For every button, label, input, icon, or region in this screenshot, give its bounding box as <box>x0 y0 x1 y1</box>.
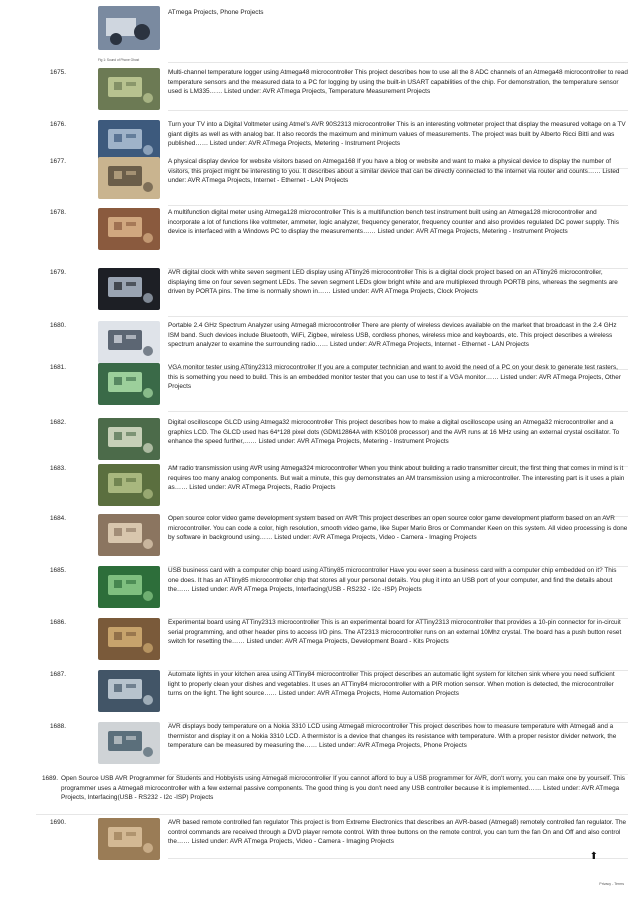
project-thumbnail[interactable] <box>98 464 160 506</box>
list-item <box>36 321 628 361</box>
entry-text[interactable]: AM radio transmission using AVR using Atmega324 microcontroller When you think about building a radio transmitter circuit, the first thing that comes in mind is it requires too many analog components. But wait a minute, this guy demonstrates an AM transmission using a microcontroller. The interesting part is it uses a plain as…… Listed under: AVR ATmega Projects, Radio Projects <box>168 465 625 492</box>
entry-text[interactable]: Open source color video game development system based on AVR This project describes an open source color game development platform based on an AVR microcontroller. You can code a color, high resolution, smooth video game, like Super Mario Bros or Commander Keen on this system. All video processing is done by software in background using…… Listed under: AVR ATmega Projects, Video - Camera - Imaging Projects <box>168 515 628 542</box>
project-thumbnail[interactable] <box>98 618 160 660</box>
project-thumbnail[interactable] <box>98 722 160 764</box>
project-thumbnail[interactable] <box>98 68 160 110</box>
entry-number: 1689. <box>42 775 58 782</box>
list-item <box>36 514 628 558</box>
list-item <box>36 818 628 850</box>
project-thumbnail[interactable] <box>98 208 160 250</box>
divider <box>36 814 628 815</box>
project-thumbnail[interactable] <box>98 670 160 712</box>
project-thumbnail[interactable] <box>98 157 160 199</box>
entry-number: 1690. <box>50 819 66 826</box>
list-item <box>36 268 628 308</box>
entry-number: 1675. <box>50 69 66 76</box>
entry-number: 1684. <box>50 515 66 522</box>
entry-text[interactable]: AVR displays body temperature on a Nokia 3310 LCD using Atmega8 microcontroller This project describes how to measure temperature with Atmega8 and a thermistor and display it on a Nokia 3310 LCD. A thermistor is a device that changes its resistance with temperature. With a proper resistor divider network, the temperature can be measured by measuring the…… Listed under: AVR ATmega Projects, Phone Projects <box>168 723 617 750</box>
project-thumbnail[interactable] <box>98 418 160 460</box>
entry-number: 1688. <box>50 723 66 730</box>
entry-number: 1687. <box>50 671 66 678</box>
list-item <box>36 68 628 102</box>
list-item <box>36 120 628 160</box>
divider <box>168 316 628 317</box>
divider <box>168 110 628 111</box>
entry-number: 1683. <box>50 465 66 472</box>
list-item <box>36 418 628 458</box>
project-thumbnail[interactable] <box>98 120 160 162</box>
image-caption: Fig 1: Sound of Phone Ghost <box>98 58 140 62</box>
footer-links[interactable]: Privacy - Terms <box>599 882 624 886</box>
entry-text[interactable]: USB business card with a computer chip board using ATtiny85 microcontroller Have you ever seen a business card with a computer chip embedded on it? This one does. It has an ATtiny85 microcontroller chip that stores all your personal details. You plug it into an USB port of your computer, and find the details about the…… Listed under: AVR ATmega Projects, Interfacing(USB - RS232 - I2c -ISP) Projects <box>168 567 617 594</box>
entry-text[interactable]: A multifunction digital meter using Atmega128 microcontroller This is a multifunction bench test instrument built using an Atmega128 microcontroller and incorporate a lot of functions like voltmeter, ammeter, logic analyzer, frequency generator, frequency counter and also provides regulated DC power supply. This device is interfaced with a Windows PC to display the measurements…… Listed under: AVR ATmega Projects, Metering - Instrument Projects <box>168 209 619 236</box>
entry-text[interactable]: VGA monitor tester using ATtiny2313 microcontroller If you are a computer technician and want to avoid the need of a PC on your desk to generate test rasters, this is something you need to build. This is an embedded monitor tester that you can use to test if a VGA monitor…… Listed under: AVR ATmega Projects, Other Projects <box>168 364 621 391</box>
list-item-top <box>36 6 628 62</box>
entry-text[interactable]: Experimental board using ATTiny2313 microcontroller This is an experimental board for ATTiny2313 microcontroller that provides a 10-pin connector for in-circuit serial programming, and other header pins to access I/O pins. The AT2313 microcontroller runs on an external 10Mhz crystal. The board has a push button reset switch for resetting the…… Listed under: AVR ATmega Projects, Development Board - Kits Projects <box>168 619 622 646</box>
divider <box>168 411 628 412</box>
entry-number: 1681. <box>50 364 66 371</box>
project-thumbnail[interactable] <box>98 566 160 608</box>
entry-text[interactable]: AVR based remote controlled fan regulator This project is from Extreme Electronics that describes an AVR-based (Atmega8) remotely controlled fan regulator. The control commands are received through a DVD player remote control. With three buttons on the remote control, you can turn the fan On and Off and also control the…… Listed under: AVR ATmega Projects, Video - Camera - Imaging Projects <box>168 819 627 846</box>
entry-text[interactable]: A physical display device for website visitors based on Atmega168 If you have a blog or website and want to make a physical device to display the number of visitors, this project might be interesting to you. It describes about a similar device that can be directly connected to the internet via router and counts…… Listed under: AVR ATmega Projects, Internet - Ethernet - LAN Projects <box>168 158 620 185</box>
project-thumbnail[interactable] <box>98 818 160 860</box>
entry-text[interactable]: Turn your TV into a Digital Voltmeter using Atmel's AVR 90S2313 microcontroller This is an interesting voltmeter project that display the measured voltage on a TV giant digits as well as with analog bar. It also records the maximum and minimum values of measurements. The project was built by Alberto Ricci Bitti and was published…… Listed under: AVR ATmega Projects, Metering - Instrument Projects <box>168 121 626 148</box>
entry-text[interactable]: Digital oscilloscope GLCD using Atmega32 microcontroller This project describes how to make a digital oscilloscope using an Atmega32 microcontroller and a graphics LCD. The GLCD used has 64*128 pixel dots (GDM12864A with KS0108 processor) and the AVR runs at 16 MHz using an external crystal oscillator. To enhance the speed further,…… Listed under: AVR ATmega Projects, Metering - Instrument Projects <box>168 419 620 446</box>
entry-text[interactable]: Multi-channel temperature logger using Atmega48 microcontroller This project describes how to use all the 8 ADC channels of an Atmega48 microcontroller to read temperature sensors and the measured data to a PC for logging by using the built-in USART capabilities of the chip. For demonstration, the temperature sensor used is LM335…… Listed under: AVR ATmega Projects, Temperature Measurement Projects <box>168 69 628 96</box>
project-thumbnail[interactable] <box>98 6 160 50</box>
divider <box>168 62 628 63</box>
entry-number: 1685. <box>50 567 66 574</box>
entry-text[interactable]: Portable 2.4 GHz Spectrum Analyzer using Atmega8 microcontroller There are plenty of wireless devices available on the market that broadcast in the 2.4 GHz ISM band. Such devices include Bluetooth, WiFi, Zigbee, wireless USB, cordless phones, wireless mice and keyboards, etc. This project describes a wireless spectrum analyzer to examine the surrounding radio…… Listed under: AVR ATmega Projects, Internet - Ethernet - LAN Projects <box>168 322 617 349</box>
entry-number: 1678. <box>50 209 66 216</box>
list-item <box>36 157 628 197</box>
list-item <box>36 618 628 662</box>
divider <box>168 205 628 206</box>
entry-number: 1676. <box>50 121 66 128</box>
entry-number: 1680. <box>50 322 66 329</box>
entry-number: 1677. <box>50 158 66 165</box>
project-thumbnail[interactable] <box>98 363 160 405</box>
list-item <box>36 722 628 766</box>
scroll-top-icon[interactable]: ⬆ <box>589 851 598 862</box>
list-item <box>36 774 628 806</box>
list-item <box>36 363 628 403</box>
list-item <box>36 208 628 260</box>
entry-number: 1682. <box>50 419 66 426</box>
divider <box>168 858 628 859</box>
entry-number: 1679. <box>50 269 66 276</box>
entry-text[interactable]: Open Source USB AVR Programmer for Students and Hobbyists using Atmega8 microcontroller If you cannot afford to buy a USB programmer for AVR, don't worry, you can make one by yourself. This programmer uses a Atmega8 microcontroller with a few external passive components. The good thing is you don't need any USB controller because it is implemented…… Listed under: AVR ATmega Projects, Interfacing(USB - RS232 - I2c -ISP) Projects <box>61 775 625 802</box>
entry-text[interactable]: ATmega Projects, Phone Projects <box>168 9 264 16</box>
list-item <box>36 464 628 508</box>
entry-text[interactable]: Automate lights in your kitchen area using ATTiny84 microcontroller This project describes an automatic light system for kitchen sink where you need sufficient light to properly clean your dishes and vegetables. It uses an ATTiny84 microcontroller with a PIR motion sensor. When motion is detected, the microcontroller turns on the light. The light source…… Listed under: AVR ATmega Projects, Home Automation Projects <box>168 671 615 698</box>
entry-number: 1686. <box>50 619 66 626</box>
project-thumbnail[interactable] <box>98 514 160 556</box>
list-item <box>36 670 628 714</box>
project-thumbnail[interactable] <box>98 321 160 363</box>
entry-text[interactable]: AVR digital clock with white seven segment LED display using ATtiny26 microcontroller This is a digital clock project based on an ATtiny26 microcontroller, displaying time on four seven segment LEDs. The seven segment LEDs glow bright white and are multiplexed through PORTB pins, whereas the segments are driven by PORTA pins. The time is normally shown in…… Listed under: AVR ATmega Projects, Clock Projects <box>168 269 618 296</box>
list-item <box>36 566 628 610</box>
project-thumbnail[interactable] <box>98 268 160 310</box>
